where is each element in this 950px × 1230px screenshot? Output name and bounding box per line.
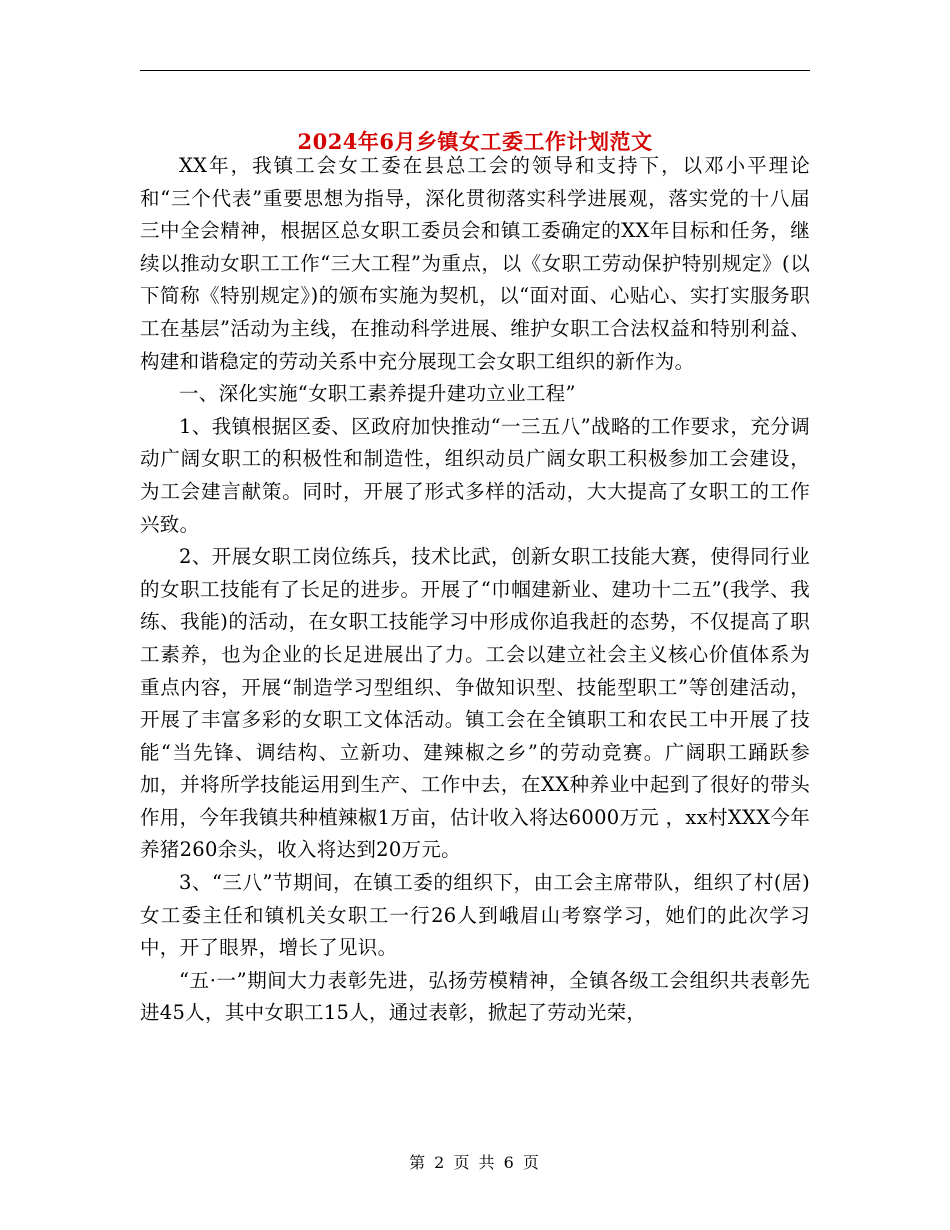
paragraph-item-1: 1、我镇根据区委、区政府加快推动“一三五八”战略的工作要求，充分调动广阔女职工的积极性和制造性，组织动员广阔女职工积极参加工会建设，为工会建言献策。同时，开展了形式多样的活动，大大提高了女职工的工作兴致。 [140,414,810,536]
section-heading-1: 一、深化实施“女职工素养提升建功立业工程” [179,382,576,406]
document-body [140,150,810,1030]
paragraph-may-day: “五·一”期间大力表彰先进，弘扬劳模精神，全镇各级工会组织共表彰先进45人，其中女职工15人，通过表彰，掀起了劳动光荣， [140,968,810,1025]
header-rule [140,70,810,71]
paragraph-item-2: 2、开展女职工岗位练兵，技术比武，创新女职工技能大赛，使得同行业的女职工技能有了长足的进步。开展了“巾帼建新业、建功十二五”(我学、我练、我能)的活动，在女职工技能学习中形成你追我赶的态势，不仅提高了职工素养，也为企业的长足进展出了力。工会以建立社会主义核心价值体系为重点内容，开展“制造学习型组织、争做知识型、技能型职工”等创建活动，开展了丰富多彩的女职工文体活动。镇工会在全镇职工和农民工中开展了技能“当先锋、调结构、立新功、建辣椒之乡”的劳动竞赛。广阔职工踊跃参加，并将所学技能运用到生产、工作中去，在XX种养业中起到了很好的带头作用，今年我镇共种植辣椒1万亩，估计收入将达6000万元 ，xx村XXX今年养猪260余头，收入将达到20万元。 [140,545,810,862]
page-number: 第 2 页 共 6 页 [409,1153,541,1172]
paragraph-item-3: 3、“三八”节期间，在镇工委的组织下，由工会主席带队，组织了村(居)女工委主任和镇机关女职工一行26人到峨眉山考察学习，她们的此次学习中，开了眼界，增长了见识。 [140,871,810,960]
paragraph-intro: XX年，我镇工会女工委在县总工会的领导和支持下，以邓小平理论和“三个代表”重要思想为指导，深化贯彻落实科学进展观，落实党的十八届三中全会精神，根据区总女职工委员会和镇工委确定的XX年目标和任务，继续以推动女职工工作“三大工程”为重点，以《女职工劳动保护特别规定》(以下简称《特别规定》)的颁布实施为契机，以“面对面、心贴心、实打实服务职工在基层”活动为主线，在推动科学进展、维护女职工合法权益和特别利益、构建和谐稳定的劳动关系中充分展现工会女职工组织的新作为。 [140,154,810,373]
document-title: 2024年6月乡镇女工委工作计划范文 [297,129,653,155]
